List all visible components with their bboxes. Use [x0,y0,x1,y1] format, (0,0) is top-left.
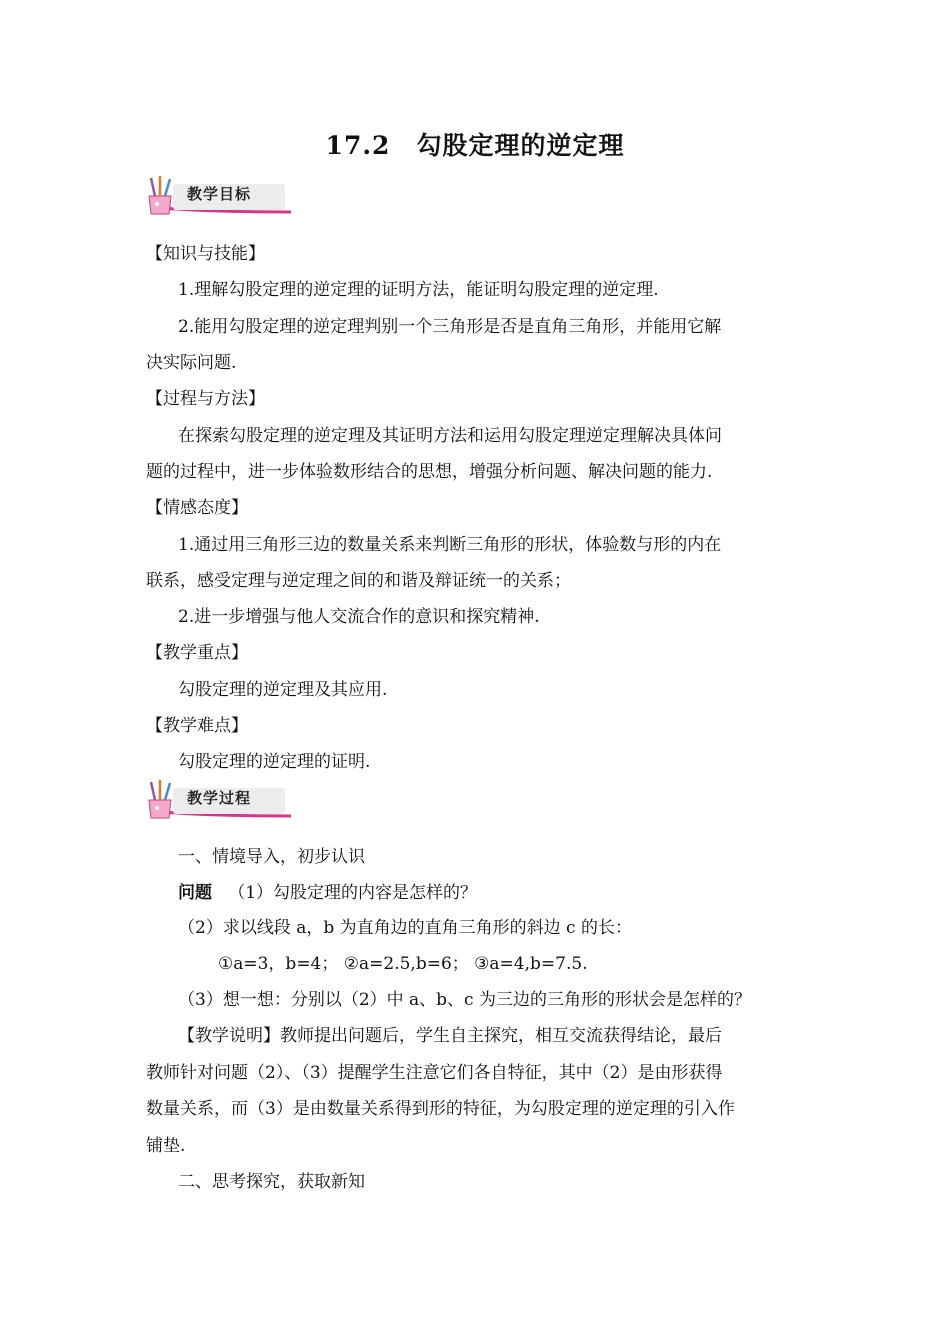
paragraph-line: 决实际问题. [146,353,237,373]
heading-attitude: 【情感态度】 [146,498,248,518]
teaching-goals-banner [143,176,293,218]
paragraph-line: 数量关系，而（3）是由数量关系得到形的特征，为勾股定理的逆定理的引入作 [146,1099,735,1119]
heading-difficult-points: 【教学难点】 [146,716,248,736]
paragraph-line: 一、情境导入，初步认识 [178,847,365,867]
banner-label: 教学过程 [187,789,252,807]
paragraph-line: 【教学说明】教师提出问题后，学生自主探究，相互交流获得结论，最后 [178,1026,722,1046]
paragraph-line: 联系，感受定理与逆定理之间的和谐及辩证统一的关系； [146,571,571,591]
banner-label: 教学目标 [187,185,252,203]
section-number: 17.2 [325,131,391,160]
page-title [0,126,950,162]
paragraph-line: 教师针对问题（2）、（3）提醒学生注意它们各自特征，其中（2）是由形获得 [146,1063,723,1083]
paragraph-line: 在探索勾股定理的逆定理及其证明方法和运用勾股定理逆定理解决具体问 [178,426,722,446]
paragraph-line: 勾股定理的逆定理及其应用. [178,680,388,700]
question-label: 问题 [178,883,212,903]
paragraph-line: 二、思考探究，获取新知 [178,1172,365,1192]
heading-knowledge: 【知识与技能】 [146,244,265,264]
paragraph-line: ①a=3，b=4； ②a=2.5,b=6； ③a=4,b=7.5. [218,954,588,974]
paragraph-line: 2.能用勾股定理的逆定理判别一个三角形是否是直角三角形，并能用它解 [178,317,722,337]
heading-process-method: 【过程与方法】 [146,389,265,409]
paragraph-line: 1.通过用三角形三边的数量关系来判断三角形的形状，体验数与形的内在 [178,535,722,555]
paragraph-line: 铺垫. [146,1136,186,1156]
question-line [178,882,477,904]
paragraph-line: （2）求以线段 a，b 为直角边的直角三角形的斜边 c 的长： [178,918,632,938]
paragraph-line: 1.理解勾股定理的逆定理的证明方法，能证明勾股定理的逆定理. [178,280,659,300]
heading-key-points: 【教学重点】 [146,643,248,663]
paragraph-line: 勾股定理的逆定理的证明. [178,752,371,772]
question-text: （1）勾股定理的内容是怎样的？ [228,883,478,903]
section-title: 勾股定理的逆定理 [416,131,625,160]
teaching-process-banner [143,780,293,822]
paragraph-line: 2.进一步增强与他人交流合作的意识和探究精神. [178,607,540,627]
paragraph-line: （3）想一想：分别以（2）中 a、b、c 为三边的三角形的形状会是怎样的？ [178,990,751,1010]
paragraph-line: 题的过程中，进一步体验数形结合的思想，增强分析问题、解决问题的能力. [146,462,713,482]
